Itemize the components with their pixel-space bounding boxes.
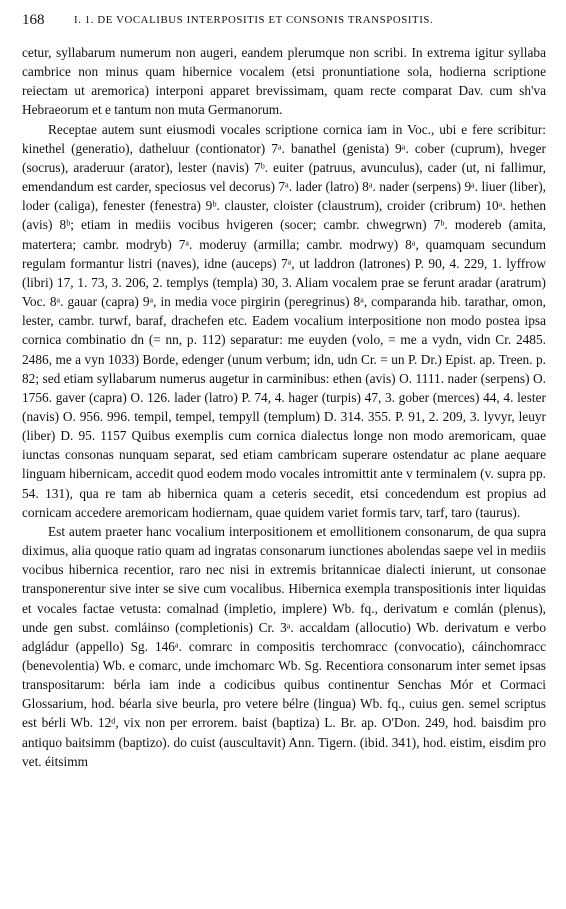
body-text	[22, 43, 546, 771]
paragraph-cornish-vocales: Receptae autem sunt eiusmodi vocales scriptione cornica iam in Voc., ubi e fere scribitur: kinethel (generatio), datheluur (contionator) 7ᵃ. banathel (genista) 9ᵃ. cober (cuprum), hveger (socrus), araderuur (arator), lester (navis) 7ᵇ. euiter (patruus, avunculus), cader (ut, ni fallimur, emendandum est carder, speciosus vel decorus) 7ᵃ. lader (latro) 8ᵃ. nader (serpens) 9ᵃ. liuer (liber), loder (caliga), fenester (fenestra) 9ᵇ. clauster, cloister (claustrum), croider (cribrum) 10ᵃ. hethen (avis) 8ᵇ; etiam in mediis vocibus hvigeren (socer; cambr. chwegrwn) 7ᵇ. modereb (amita, matertera; cambr. modryb) 7ᵃ. moderuy (armilla; cambr. modrwy) 8ᵃ, quamquam secundum regulam formantur listri (naves), idne (auceps) 7ᵃ, ut laddron (latrones) P. 90, 4. 229, 1. lyffrow (libri) 17, 1. 73, 3. 206, 2. templys (templa) 30, 3. Aliam vocalem prae se ferunt aradar (aratrum) Voc. 8ᵃ. gauar (capra) 9ᵃ, in media voce pirgirin (peregrinus) 8ᵃ, comparanda hib. tarathar, omon, lester, cambr. turwf, baraf, drachefen etc. Eadem vocalium interpositione non modo postea ipsa cornica combinatio dn (= nn, p. 112) separatur: me euyden (volo, = me a vydn, vidn Cr. 2485. 2486, me a vyn 1033) Borde, edenger (unum verbum; idn, udn Cr. = un P. Dr.) Epist. ap. Treen. p. 82; sed etiam syllabarum numerus augetur in carminibus: ethen (avis) O. 1111. nader (serpens) O. 1756. gaver (capra) O. 126. lader (latro) P. 74, 4. hager (turpis) 47, 3. gober (merces) 44, 4. lester (navis) O. 956. 996. tempil, tempel, tempyll (templum) D. 314. 355. P. 91, 2. 209, 3. lyvyr, leuyr (liber) D. 95. 1157 Quibus exemplis cum cornica dialectus longe non modo aremoricam, quae iunctas consonas nunquam separat, sed etiam cambricam superare ostendatur ac plane aequare linguam hibernicam, accedit quod eodem modo vocales intromittit ante v terminalem (v. supra pp. 54. 131), qua re tam ab hibernica quam a ceteris secedit, etsi concedendum est propius ad cornicam accedere aremoricam hodiernam, quae quidem variet formis tarv, tarf, taro (taurus).	[22, 121, 546, 520]
page-number: 168	[22, 12, 45, 28]
running-title: I. 1. DE VOCALIBUS INTERPOSITIS ET CONSONIS TRANSPOSITIS.	[74, 14, 434, 26]
paragraph-transpositio: Est autem praeter hanc vocalium interpositionem et emollitionem consonarum, de qua supra diximus, alia quoque ratio quam ad ingratas consonarum iunctiones abolendas saepe vel in mediis vocibus hibernica recentior, raro nec nisi in extremis britannicae dialecti inierunt, ut consonae transponerentur sive inter se sive cum vocalibus. Hibernica exempla transpositionis inter liquidas et vocales factae vetusta: comalnad (impletio, implere) Wb. fq., derivatum e comlán (plenus), unde gen subst. comláinso (completionis) Cr. 3ᵃ. accaldam (allocutio) Wb. derivatum e verbo adgládur (appello) Sg. 146ᵃ. comrarc in compositis terchomracc (convocatio), cáinchomracc (benevolentia) Wb. e comarc, unde imchomarc Wb. Sg. Recentiora consonarum inter semet ipsas transpositarum: bérla iam inde a codicibus quibus continentur Senchas Mór et Cormaci Glossarium, hod. béarla sive beurla, pro vetere bélre (lingua) Wb. fq., cuius gen. semel scriptus est bérli Wb. 12ᵈ, vix non per errorem. baist (baptiza) L. Br. ap. O'Don. 249, hod. baisdim pro antiquo baitsimm (baptizo). do cuist (auscultavit) Ann. Tigern. (ibid. 341), hod. eistim, eisdim pro vet. éitsimm	[22, 523, 546, 769]
paragraph-continuation: cetur, syllabarum numerum non augeri, eandem plerumque non scribi. In extrema igitur syllaba cambrice non minus quam hibernice vocalem (etsi pronuntiatione sola, hodierna scriptione reiectam ut aremorica) interponi apparet brevissimam, quam recte comparat Dav. cum sh'va Hebraeorum et e tantum non muta Germanorum.	[22, 45, 546, 118]
running-header	[22, 10, 546, 34]
